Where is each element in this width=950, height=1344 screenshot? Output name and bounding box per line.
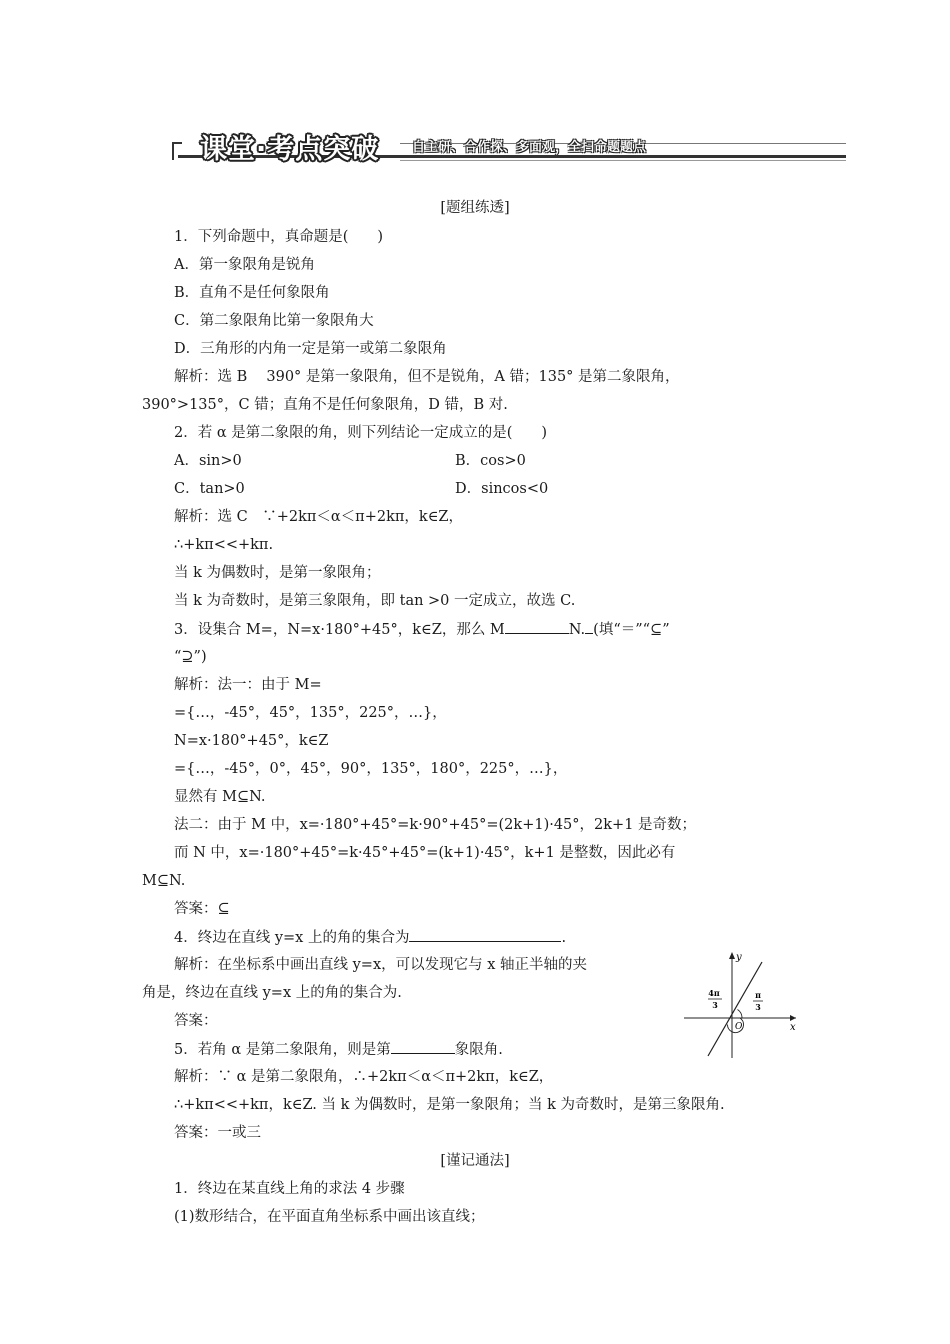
question-3-hint: (填“＝”“⊆” [593,622,670,638]
answer-5: 答案：一或三 [174,1125,261,1141]
solution-5-line1: 解析：∵ α 是第二象限角，∴+2kπ＜α＜π+2kπ，k∈Z， [174,1069,554,1085]
option-2c: C．tan>0 [174,481,245,497]
banner-subtitle: 自主研、合作探、多面观，全扫命题题点 [412,140,647,155]
angle-pi-3-denominator: 3 [755,1002,761,1012]
solution-4-line1: 解析：在坐标系中画出直线 y=x，可以发现它与 x 轴正半轴的夹 [174,957,588,973]
answer-blank-3[interactable] [505,619,569,634]
question-5-end: 象限角. [454,1042,503,1058]
banner-title: 课堂·考点突破 [200,134,380,165]
angle-4pi-3-denominator: 3 [712,1000,718,1010]
question-5 [174,1039,503,1060]
option-2a: A．sin>0 [174,453,242,469]
solution-5-line2: ∴+kπ<<+kπ，k∈Z. 当 k 为偶数时，是第一象限角；当 k 为奇数时，是第三象限角. [174,1097,725,1113]
solution-2-line4: 当 k 为奇数时，是第三象限角，即 tan >0 一定成立，故选 C. [174,593,576,609]
solution-2-line1: 解析：选 C ∵+2kπ＜α＜π+2kπ，k∈Z， [174,509,464,525]
option-1c: C．第二象限角比第一象限角大 [174,313,374,329]
question-3-text: 3．设集合 M=，N=x·180°+45°，k∈Z，那么 M [174,622,505,638]
option-1b: B．直角不是任何象限角 [174,285,330,301]
option-1a: A．第一象限角是锐角 [174,257,315,273]
solution-1-line1: 解析：选 B 390° 是第一象限角，但不是锐角，A 错；135° 是第二象限角， [174,369,680,385]
coordinate-diagram [680,948,800,1060]
question-3-text2: N. [568,622,586,638]
solution-3-line2: ={…，-45°，45°，135°，225°，…}， [174,705,447,721]
question-1: 1．下列命题中，真命题是( ) [174,229,384,245]
solution-3-line7: 而 N 中，x=·180°+45°=k·45°+45°=(k+1)·45°，k+1 是整数，因此必有 [174,845,676,861]
answer-blank-5[interactable] [391,1039,455,1054]
question-4-text: 4．终边在直线 y=x 上的角的集合为 [174,930,410,946]
angle-arc-small [738,1010,743,1019]
angle-pi-3-numerator: π [755,990,761,1000]
y-axis-label: y [736,952,742,963]
answer-blank-3b [585,619,593,634]
answer-blank-4[interactable] [409,927,561,942]
solution-2-line2: ∴+kπ<<+kπ. [174,537,274,553]
question-3-hint-cont: “⊇”) [174,649,207,665]
method-1-title: 1．终边在某直线上角的求法 4 步骤 [174,1181,405,1197]
question-3 [174,619,670,640]
solution-3-line6: 法二：由于 M 中，x=·180°+45°=k·90°+45°=(2k+1)·45°，2k+1 是奇数； [174,817,697,833]
section-heading-methods: [谨记通法] [440,1153,510,1169]
question-2: 2．若 α 是第二象限的角，则下列结论一定成立的是( ) [174,425,548,441]
solution-3-line4: ={…，-45°，0°，45°，90°，135°，180°，225°，…}， [174,761,568,777]
banner-rule-bottom [400,160,846,161]
solution-3-line8: M⊆N. [142,873,186,889]
solution-3-line3: N=x·180°+45°，k∈Z [174,733,329,749]
x-axis-label: x [790,1022,796,1033]
question-4-end: . [561,930,567,946]
angle-4pi-3-numerator: 4π [708,988,720,998]
answer-4: 答案： [174,1013,218,1029]
answer-3: 答案：⊆ [174,901,230,917]
option-2b: B．cos>0 [455,453,526,469]
section-heading-practice: [题组练透] [440,200,510,216]
solution-4-line2: 角是，终边在直线 y=x 上的角的集合为. [142,985,402,1001]
question-4 [174,927,566,948]
method-1-step1: (1)数形结合，在平面直角坐标系中画出该直线； [174,1209,485,1225]
question-5-text: 5．若角 α 是第二象限角，则是第 [174,1042,391,1058]
solution-3-line5: 显然有 M⊆N. [174,789,266,805]
section-banner [150,126,846,165]
angle-figure [680,948,800,1060]
option-1d: D．三角形的内角一定是第一或第二象限角 [174,341,447,357]
solution-1-line2: 390°>135°，C 错；直角不是任何象限角，D 错，B 对. [142,397,508,413]
origin-label: O [735,1022,743,1032]
solution-3-line1: 解析：法一：由于 M= [174,677,322,693]
x-axis-arrow [790,1015,796,1021]
y-axis-arrow [729,952,735,959]
solution-2-line3: 当 k 为偶数时，是第一象限角； [174,565,381,581]
option-2d: D．sincos<0 [455,481,549,497]
